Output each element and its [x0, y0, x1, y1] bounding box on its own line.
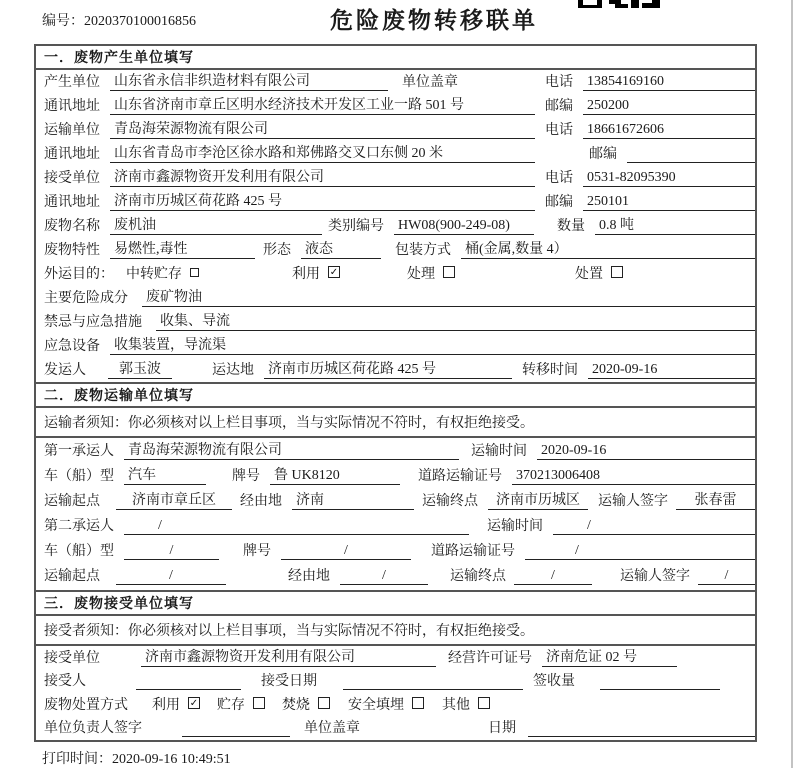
section-receiver-header: 三．废物接受单位填写 [36, 592, 755, 616]
transporter-notice: 运输者须知：你必须核对以上栏目事项，当与实际情况不符时，有权拒绝接受。 [36, 408, 755, 438]
receiver-date-label: 日期 [488, 721, 516, 736]
page-title: 危险废物转移联单 [330, 8, 538, 33]
transport-origin-2-label: 运输起点 [44, 569, 100, 584]
waste-name-value: 废机油 [110, 214, 322, 235]
receiver-person-row [36, 670, 755, 694]
transport-end-label: 运输终点 [422, 494, 478, 509]
vehicle-type-label: 车（船）型 [44, 469, 114, 484]
receive-date-value [343, 674, 523, 690]
transporter-phone-value: 18661672606 [583, 122, 755, 139]
transport-unit-value: 青岛海荣源物流有限公司 [110, 118, 535, 139]
transporter-address-label: 通讯地址 [44, 147, 100, 162]
packaging-value: 桶(金属,数量 4） [461, 238, 755, 259]
business-license-value: 济南危证 02 号 [542, 646, 677, 667]
road-license-label: 道路运输证号 [418, 469, 502, 484]
producer-address-label: 通讯地址 [44, 99, 100, 114]
section-producer [36, 46, 755, 382]
main-hazard-row [36, 286, 755, 310]
category-code-value: HW08(900-249-08) [394, 218, 534, 235]
manifest-form [34, 44, 757, 742]
waste-name-row [36, 214, 755, 238]
receiver-unit-row [36, 166, 755, 190]
receiver-zip-label: 邮编 [545, 195, 573, 210]
disposal-utilize-label: 利用 [152, 697, 180, 713]
form-state-value: 液态 [301, 238, 381, 259]
transport-unit-row [36, 118, 755, 142]
section-transporter [36, 382, 755, 588]
section-producer-header: 一．废物产生单位填写 [36, 46, 755, 70]
consignor-label: 发运人 [44, 363, 86, 378]
disposal-utilize-mark: ✓ [189, 697, 199, 709]
qr-code-fragment [578, 0, 660, 8]
responsible-signature-row [36, 717, 755, 741]
consignor-row [36, 358, 755, 382]
vehicle-row [36, 463, 755, 488]
treat-label: 处理 [407, 267, 435, 282]
route-row [36, 488, 755, 513]
destination-label: 运达地 [212, 363, 254, 378]
main-hazard-value: 废矿物油 [142, 286, 755, 307]
producer-unit-value: 山东省永信非织造材料有限公司 [110, 70, 388, 91]
first-carrier-label: 第一承运人 [44, 444, 114, 459]
disposal-utilize-checkbox [188, 697, 200, 709]
received-quantity-label: 签收量 [533, 674, 575, 689]
transporter-zip-value [627, 147, 755, 163]
receiver-notice: 接受者须知：你必须核对以上栏目事项，当与实际情况不符时，有权拒绝接受。 [36, 616, 755, 646]
transfer-date-label: 转移时间 [522, 363, 578, 378]
disposal-method-row [36, 693, 755, 717]
dispose-checkbox [611, 266, 623, 278]
transport-end-2-value: / [514, 568, 592, 585]
business-license-label: 经营许可证号 [448, 650, 532, 666]
receiver-address-label: 通讯地址 [44, 195, 100, 210]
emergency-measures-row [36, 310, 755, 334]
category-code-label: 类别编号 [328, 219, 384, 234]
producer-address-value: 山东省济南市章丘区明水经济技术开发区工业一路 501 号 [110, 94, 535, 115]
disposal-landfill-label: 安全填埋 [348, 697, 404, 713]
transport-origin-2-value: / [116, 568, 226, 585]
receiver-unit-stamp-label: 单位盖章 [304, 721, 360, 736]
section-transporter-header: 二．废物运输单位填写 [36, 384, 755, 408]
transport-end-2-label: 运输终点 [450, 569, 506, 584]
dispose-label: 处置 [575, 267, 603, 282]
disposal-storage-label: 贮存 [217, 697, 245, 713]
utilize-option [292, 263, 340, 283]
disposal-landfill-checkbox [412, 697, 424, 709]
receiver-zip-value: 250101 [583, 194, 755, 211]
print-time-label: 打印时间： [42, 752, 112, 767]
plate-number-2-value: / [281, 543, 411, 560]
form-state-label: 形态 [263, 243, 291, 258]
first-carrier-row [36, 438, 755, 463]
transport-unit-label: 运输单位 [44, 123, 100, 138]
transit-storage-label: 中转贮存 [126, 267, 182, 282]
utilize-label: 利用 [292, 267, 320, 282]
transfer-date-value: 2020-09-16 [588, 362, 755, 379]
transport-time-value: 2020-09-16 [537, 443, 755, 460]
vehicle-2-row [36, 538, 755, 563]
via-value: 济南 [292, 489, 414, 510]
producer-phone-label: 电话 [545, 75, 573, 90]
utilize-mark: ✓ [329, 267, 339, 278]
transporter-address-value: 山东省青岛市李沧区徐水路和郑佛路交叉口东侧 20 米 [110, 142, 535, 163]
receiver-person-label: 接受人 [44, 674, 86, 689]
disposal-method-label: 废物处置方式 [44, 697, 128, 713]
destination-value: 济南市历城区荷花路 425 号 [264, 358, 512, 379]
disposal-other-label: 其他 [442, 697, 470, 713]
waste-characteristics-label: 废物特性 [44, 243, 100, 258]
print-time [42, 748, 231, 768]
emergency-equipment-row [36, 334, 755, 358]
disposal-incinerate-option [282, 694, 330, 714]
receive-date-label: 接受日期 [261, 674, 317, 689]
transporter-address-row [36, 142, 755, 166]
receiving-unit-value: 济南市鑫源物资开发利用有限公司 [141, 646, 436, 667]
waste-characteristics-value: 易燃性,毒性 [110, 238, 255, 259]
transport-time-2-value: / [553, 518, 755, 535]
receiving-unit-row [36, 646, 755, 670]
road-license-value: 370213006408 [512, 468, 755, 485]
transporter-signature-2-label: 运输人签字 [620, 569, 690, 584]
transporter-signature-value: 张春雷 [676, 489, 755, 510]
second-carrier-value: / [124, 518, 469, 535]
disposal-landfill-option [348, 694, 424, 714]
main-hazard-label: 主要危险成分 [44, 291, 128, 306]
second-carrier-label: 第二承运人 [44, 519, 114, 534]
treat-checkbox [443, 266, 455, 278]
producer-zip-value: 250200 [583, 98, 755, 115]
disposal-other-option [442, 694, 490, 714]
transporter-zip-label: 邮编 [589, 147, 617, 162]
producer-unit-label: 产生单位 [44, 75, 100, 90]
receiving-unit-label: 接受单位 [44, 650, 100, 666]
page-edge-line [791, 0, 793, 768]
vehicle-type-2-label: 车（船）型 [44, 544, 114, 559]
producer-phone-value: 13854169160 [583, 74, 755, 91]
quantity-value: 0.8 吨 [595, 214, 755, 235]
received-quantity-value [600, 674, 720, 690]
responsible-signature-value [182, 721, 290, 737]
plate-number-label: 牌号 [232, 469, 260, 484]
doc-number-label: 编号： [42, 14, 84, 29]
vehicle-type-value: 汽车 [124, 464, 206, 485]
unit-stamp-label: 单位盖章 [402, 75, 458, 90]
road-license-2-value: / [525, 543, 755, 560]
first-carrier-value: 青岛海荣源物流有限公司 [124, 439, 459, 460]
transfer-purpose-label: 外运目的： [44, 267, 114, 282]
receiver-person-value [136, 674, 241, 690]
emergency-measures-label: 禁忌与应急措施 [44, 315, 142, 330]
quantity-label: 数量 [557, 219, 585, 234]
responsible-signature-label: 单位负责人签字 [44, 721, 142, 736]
transport-origin-value: 济南市章丘区 [116, 489, 232, 510]
vehicle-type-2-value: / [124, 543, 219, 560]
dispose-option [575, 263, 623, 283]
emergency-equipment-value: 收集装置，导流渠 [110, 334, 755, 355]
producer-unit-row [36, 70, 755, 94]
transfer-purpose-row [36, 262, 755, 286]
print-time-value: 2020-09-16 10:49:51 [112, 752, 231, 767]
transit-storage-checkbox [190, 268, 199, 277]
emergency-equipment-label: 应急设备 [44, 339, 100, 354]
receiver-unit-label: 接受单位 [44, 171, 100, 186]
emergency-measures-value: 收集、导流 [156, 310, 755, 331]
via-2-label: 经由地 [288, 569, 330, 584]
treat-option [407, 263, 455, 283]
disposal-incinerate-label: 焚烧 [282, 697, 310, 713]
producer-address-row [36, 94, 755, 118]
transporter-phone-label: 电话 [545, 123, 573, 138]
disposal-storage-checkbox [253, 697, 265, 709]
receiver-phone-value: 0531-82095390 [583, 170, 755, 187]
waste-characteristics-row [36, 238, 755, 262]
doc-number-value: 2020370100016856 [84, 14, 196, 29]
producer-zip-label: 邮编 [545, 99, 573, 114]
route-2-row [36, 563, 755, 588]
second-carrier-row [36, 513, 755, 538]
packaging-label: 包装方式 [395, 243, 451, 258]
disposal-storage-option [217, 694, 265, 714]
transport-end-value: 济南市历城区 [488, 489, 588, 510]
disposal-utilize-option [152, 694, 200, 714]
consignor-value: 郭玉波 [108, 358, 172, 379]
plate-number-2-label: 牌号 [243, 544, 271, 559]
via-2-value: / [340, 568, 428, 585]
disposal-other-checkbox [478, 697, 490, 709]
transporter-signature-2-value: / [698, 568, 755, 585]
transport-time-2-label: 运输时间 [487, 519, 543, 534]
via-label: 经由地 [240, 494, 282, 509]
road-license-2-label: 道路运输证号 [431, 544, 515, 559]
disposal-incinerate-checkbox [318, 697, 330, 709]
transit-storage-option [126, 263, 199, 283]
receiver-phone-label: 电话 [545, 171, 573, 186]
receiver-address-row [36, 190, 755, 214]
section-receiver [36, 590, 755, 740]
transport-time-label: 运输时间 [471, 444, 527, 459]
receiver-address-value: 济南市历城区荷花路 425 号 [110, 190, 535, 211]
utilize-checkbox [328, 266, 340, 278]
plate-number-value: 鲁 UK8120 [270, 464, 400, 485]
waste-name-label: 废物名称 [44, 219, 100, 234]
transporter-signature-label: 运输人签字 [598, 494, 668, 509]
doc-number [42, 10, 196, 30]
receiver-date-value [528, 721, 755, 737]
transport-origin-label: 运输起点 [44, 494, 100, 509]
receiver-unit-value: 济南市鑫源物资开发利用有限公司 [110, 166, 535, 187]
